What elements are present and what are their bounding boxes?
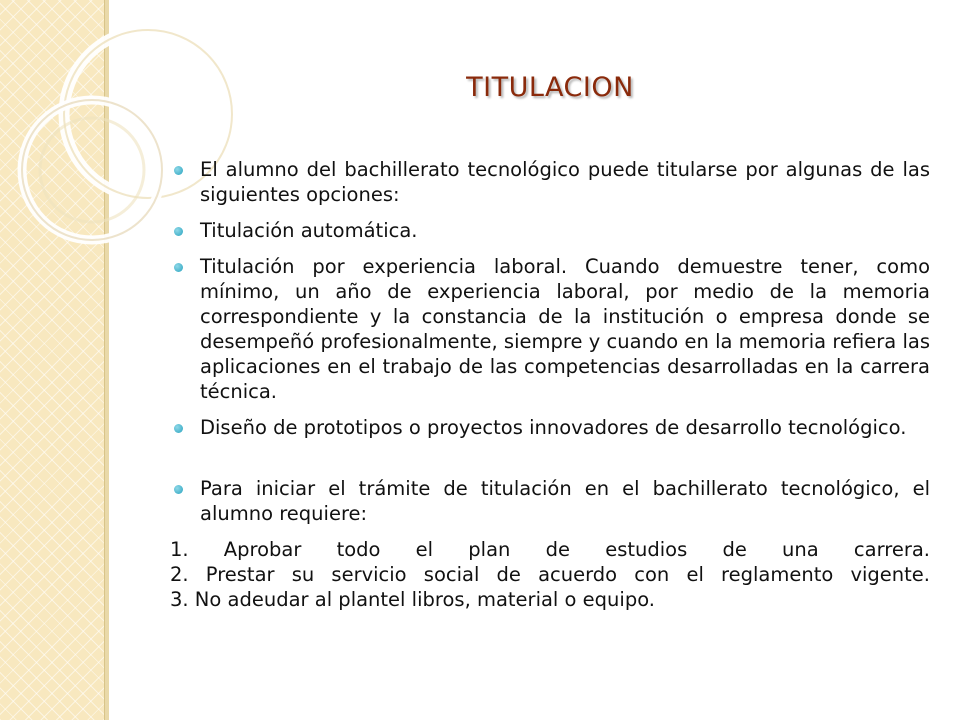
bullet-item: Para iniciar el trámite de titulación en el bachillerato tecnológico, el alumno requiere: (170, 476, 930, 526)
bullet-item: Titulación por experiencia laboral. Cuando demuestre tener, como mínimo, un año de experiencia laboral, por medio de la memoria correspondiente y la constancia de la institución o empresa donde se desempeñó profesionalmente, siempre y cuando en la memoria refiera las aplicaciones en el trabajo de las competencias desarrolladas en la carrera técnica. (170, 254, 930, 404)
requirement-item: 1. Aprobar todo el plan de estudios de una carrera. (170, 538, 930, 561)
requirement-item: 2. Prestar su servicio social de acuerdo con el reglamento vigente. (170, 563, 930, 586)
spacer (170, 451, 930, 476)
requirements-list (170, 537, 930, 612)
slide-title: TITULACION (466, 72, 634, 103)
bullet-item: El alumno del bachillerato tecnológico puede titularse por algunas de las siguientes opciones: (170, 157, 930, 207)
bullet-item: Diseño de prototipos o proyectos innovadores de desarrollo tecnológico. (170, 415, 930, 440)
bullet-item: Titulación automática. (170, 218, 930, 243)
slide-body (170, 157, 930, 612)
requirement-item: 3. No adeudar al plantel libros, material o equipo. (170, 588, 655, 611)
